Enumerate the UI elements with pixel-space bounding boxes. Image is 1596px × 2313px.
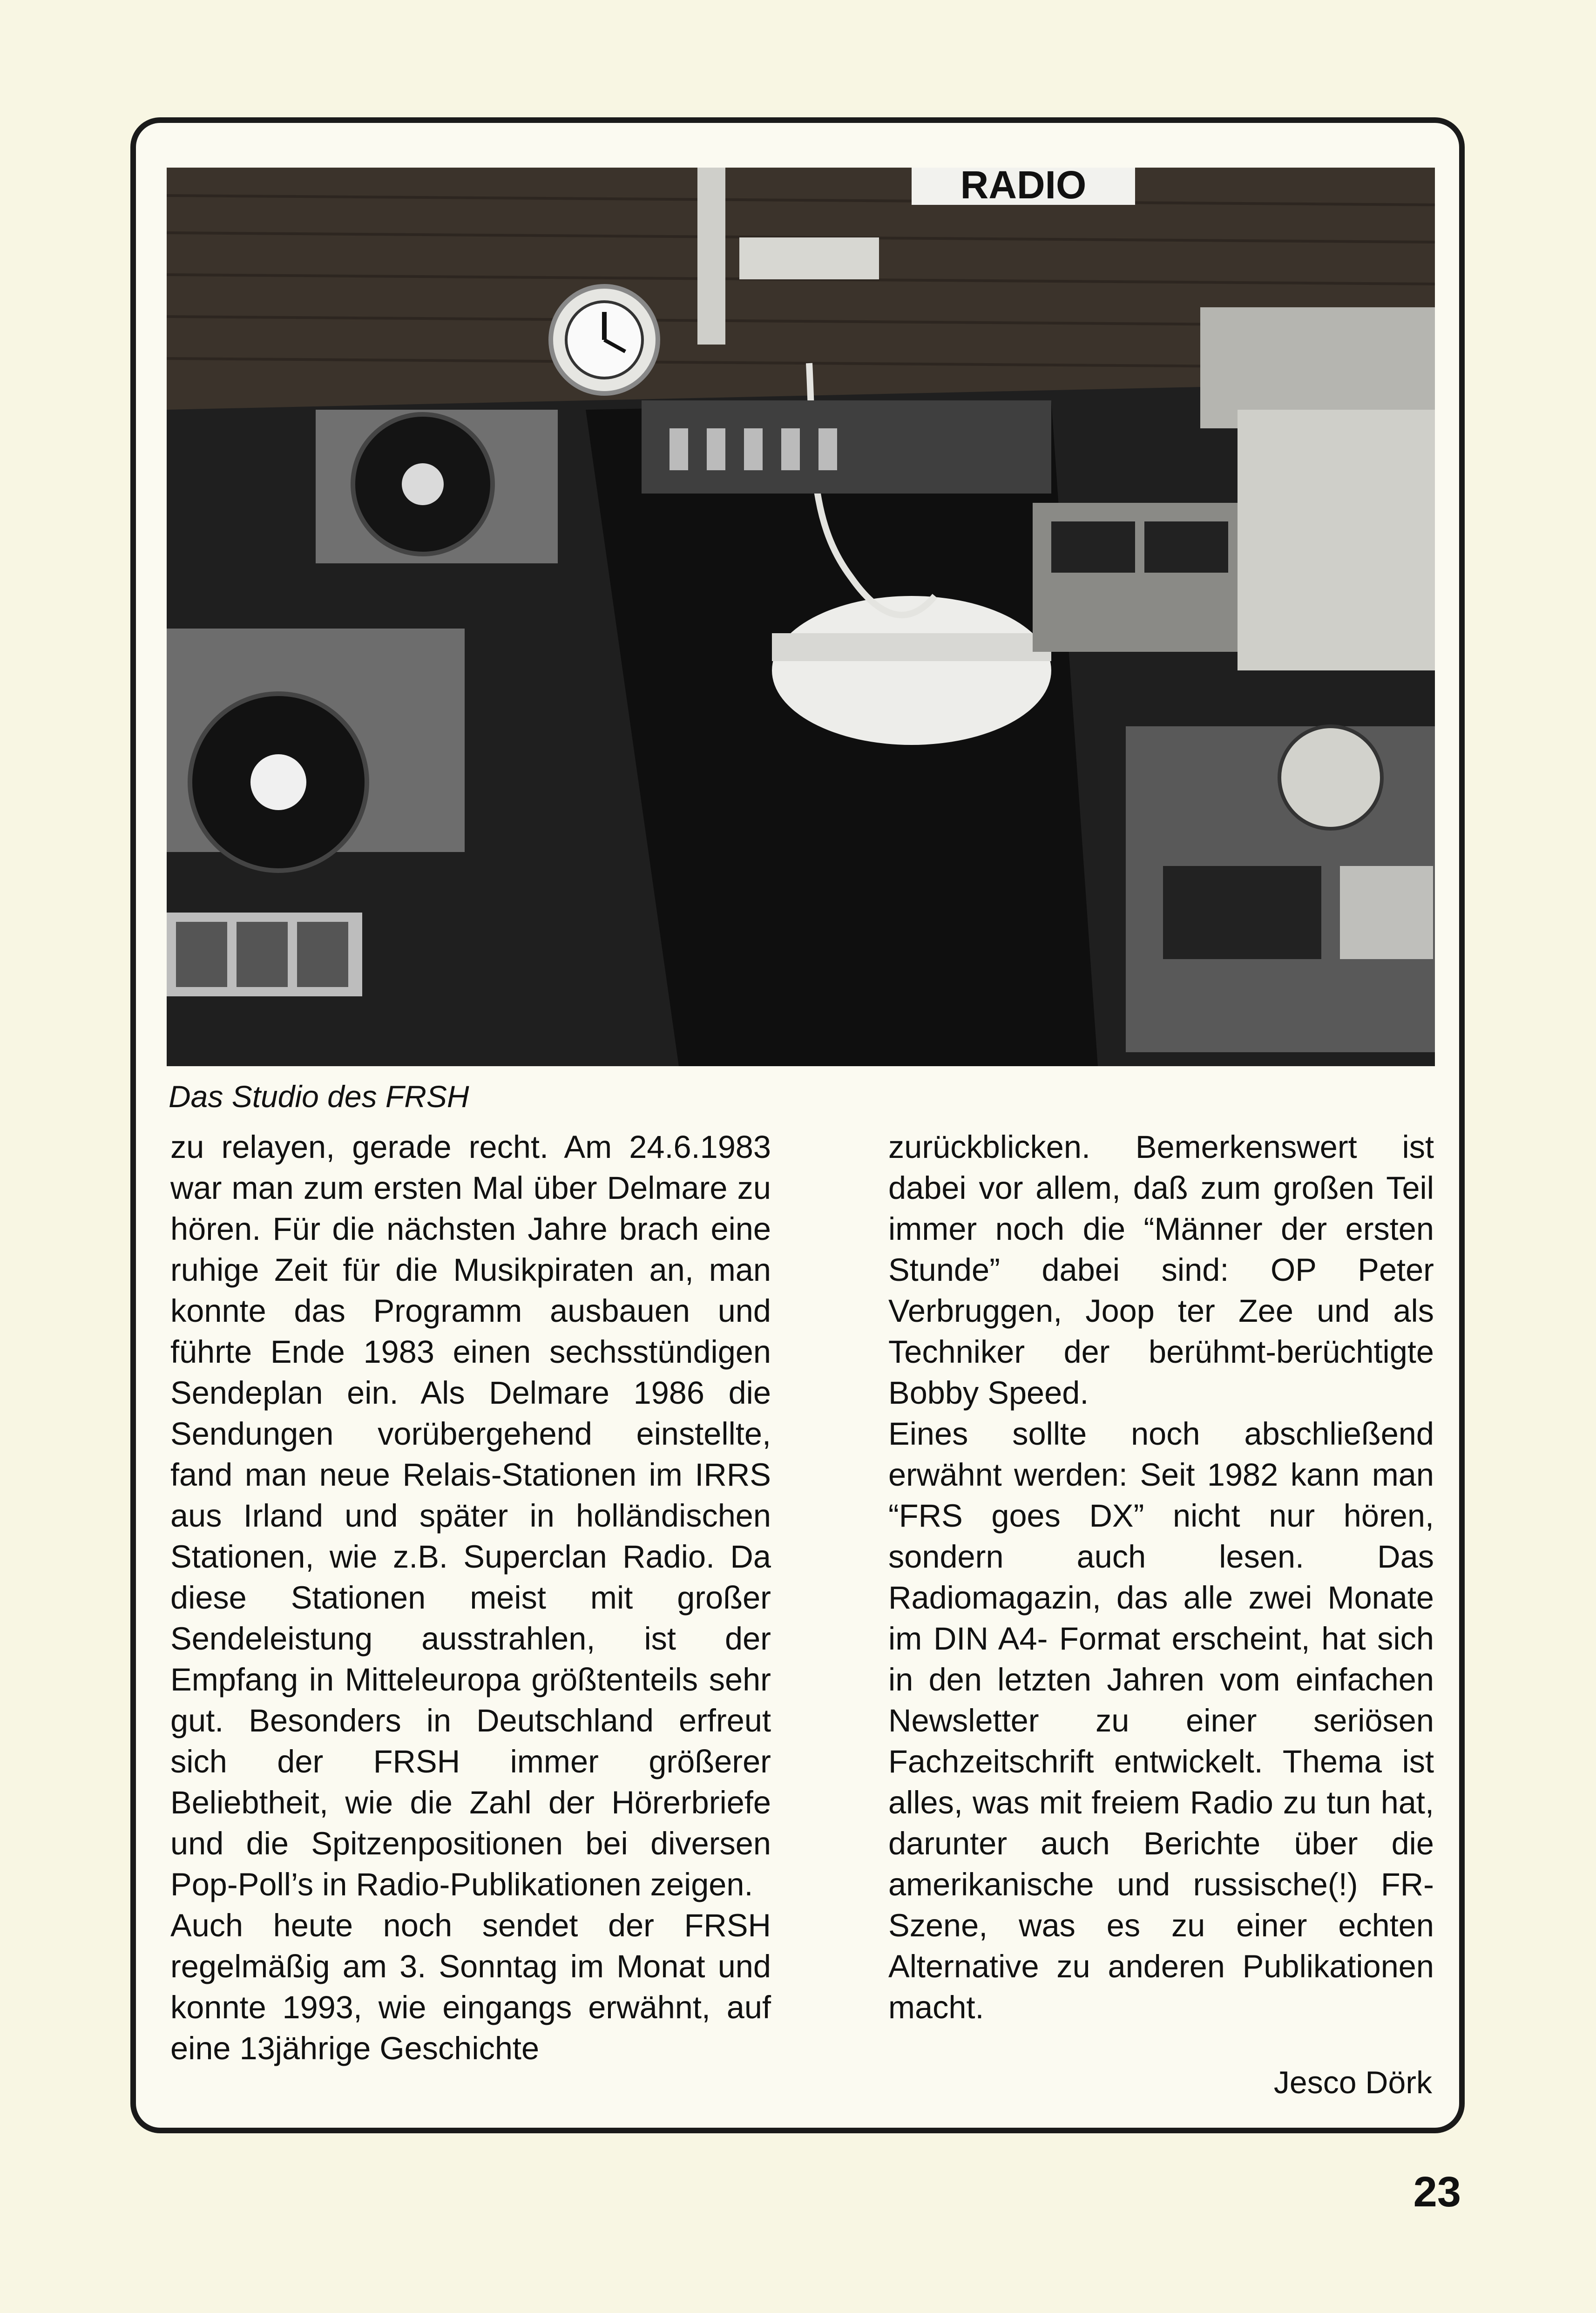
studio-photo <box>167 168 1435 1066</box>
studio-photo-illustration <box>167 168 1435 1066</box>
article-left-column <box>170 1127 771 2069</box>
article-paragraph: Eines sollte noch abschließend erwähnt werden: Seit 1982 kann man “FRS goes DX” nicht nur hören, sondern auch lesen. Das Radiomagazin, das alle zwei Monate im DIN A4- Format erscheint, hat sich in den letzten Jahren vom einfachen Newsletter zu einer seriösen Fachzeitschrift entwickelt. Thema ist alles, was mit freiem Radio zu tun hat, darunter auch Berichte über die amerikanische und russische(!) FR-Szene, was es zu einer echten Alternative zu anderen Publikationen macht. <box>888 1416 1434 2025</box>
article-right-column <box>888 1127 1434 2028</box>
article-paragraph: Auch heute noch sendet der FRSH regelmäßig am 3. Sonntag im Monat und konnte 1993, wie eingangs erwähnt, auf eine 13jährige Geschichte <box>170 1907 771 2066</box>
article-paragraph: zu relayen, gerade recht. Am 24.6.1983 war man zum ersten Mal über Delmare zu hören. Für die nächsten Jahre brach eine ruhige Zeit für die Musikpiraten an, man konnte das Programm ausbauen und führte Ende 1983 einen sechsstündigen Sendeplan ein. Als Delmare 1986 die Sendungen vorübergehend einstellte, fand man neue Relais-Stationen im IRRS aus Irland und später in holländischen Stationen, wie z.B. Superclan Radio. Da diese Stationen meist mit großer Sendeleistung ausstrahlen, ist der Empfang in Mitteleuropa größtenteils sehr gut. Besonders in Deutschland erfreut sich der FRSH immer größerer Beliebtheit, wie die Zahl der Hörerbriefe und die Spitzenpositionen bei diversen Pop-Poll’s in Radio-Publikationen zeigen. <box>170 1129 771 1902</box>
radio-sign-text: RADIO <box>960 168 1087 207</box>
page-number: 23 <box>1413 2168 1461 2216</box>
photo-caption: Das Studio des FRSH <box>169 1079 469 1114</box>
article-paragraph: zurückblicken. Bemerkenswert ist dabei vor allem, daß zum großen Teil immer noch die “Männer der ersten Stunde” dabei sind: OP Peter Verbruggen, Joop ter Zee und als Techniker der berühmt-berüchtigte Bobby Speed. <box>888 1129 1434 1411</box>
author-name: Jesco Dörk <box>1273 2065 1432 2100</box>
